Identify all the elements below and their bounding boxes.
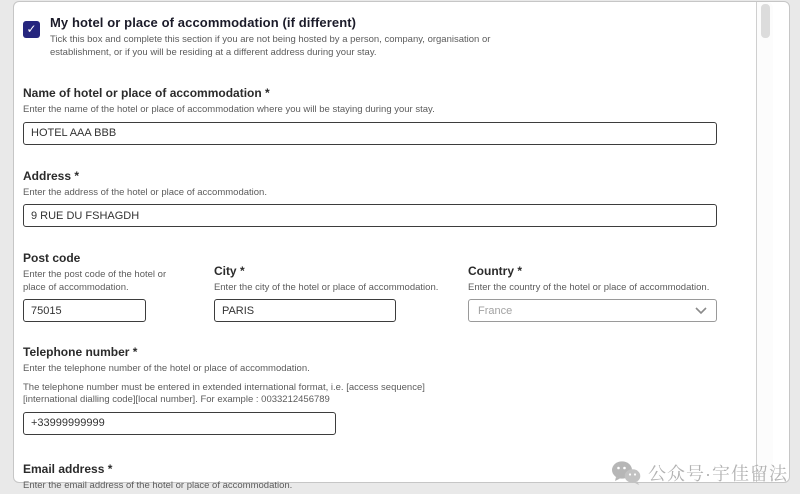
hotel-name-hint: Enter the name of the hotel or place of accommodation where you will be staying during your stay. — [23, 104, 435, 115]
city-label: City * — [213, 263, 245, 278]
telephone-format-note: The telephone number must be entered in extended international format, i.e. [access sequence] [international dialling code][local number]. For example : 0033212456789 — [23, 381, 425, 405]
address-label: Address * — [23, 168, 80, 183]
telephone-group — [23, 345, 717, 435]
post-code-label: Post code — [23, 251, 81, 265]
section-header — [23, 15, 717, 59]
section-checkbox[interactable]: ✓ — [23, 21, 40, 38]
telephone-hint: Enter the telephone number of the hotel or place of accommodation. — [23, 363, 310, 374]
email-label: Email address * — [23, 461, 113, 476]
email-group — [23, 462, 717, 494]
hotel-name-group — [23, 86, 717, 145]
city-group — [214, 264, 443, 323]
post-code-hint: Enter the post code of the hotel or place of accommodation. — [23, 269, 167, 293]
section-description: Tick this box and complete this section if you are not being hosted by a person, company, organisation or establishment, or if you will be residing at a different address during your stay. — [50, 34, 491, 58]
hotel-name-input[interactable] — [23, 122, 717, 145]
post-code-group — [23, 251, 190, 322]
accommodation-section — [23, 15, 717, 494]
country-select[interactable] — [468, 299, 717, 322]
city-input[interactable] — [214, 299, 396, 322]
watermark-text: 公众号·宇佳留法 — [648, 464, 788, 484]
telephone-label: Telephone number * — [23, 345, 138, 359]
country-group — [468, 264, 717, 323]
telephone-input[interactable] — [23, 412, 336, 435]
scrollbar-thumb[interactable] — [761, 4, 770, 38]
form-panel — [13, 1, 790, 491]
section-title: My hotel or place of accommodation (if different) — [50, 15, 357, 30]
post-code-input[interactable] — [23, 299, 146, 322]
country-hint: Enter the country of the hotel or place of accommodation. — [468, 281, 710, 293]
country-selected-value: France — [478, 304, 513, 317]
country-label: Country * — [468, 263, 522, 278]
city-hint: Enter the city of the hotel or place of accommodation. — [213, 281, 439, 293]
location-row — [23, 251, 717, 322]
address-hint: Enter the address of the hotel or place of accommodation. — [23, 186, 267, 198]
hotel-name-label: Name of hotel or place of accommodation * — [23, 86, 270, 100]
chevron-down-icon — [695, 307, 707, 315]
vertical-scrollbar[interactable] — [756, 2, 773, 482]
address-input[interactable] — [23, 204, 717, 227]
email-hint: Enter the email address of the hotel or place of accommodation. — [23, 479, 293, 491]
address-group — [23, 169, 717, 228]
